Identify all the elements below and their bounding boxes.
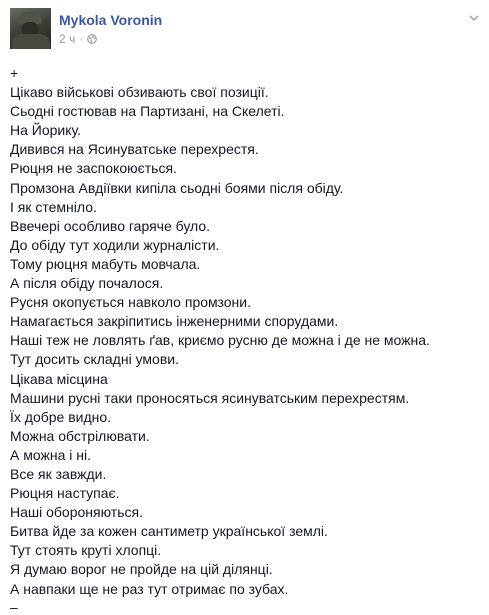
- post-text-line: Машини русні таки проносяться ясинуватським перехрестям.: [10, 389, 410, 406]
- post-text-line: І як стемніло.: [10, 198, 97, 215]
- timestamp-link[interactable]: 2 ч: [59, 32, 76, 46]
- post-text-line: Битва йде за кожен сантиметр української землі.: [10, 523, 328, 540]
- post-text-line: Намагається закріпитись інженерними спорудами.: [10, 313, 339, 330]
- post-text-line: Промзона Авдіївки кипіла сьодні боями після обіду.: [10, 179, 344, 196]
- post-text: [10, 64, 480, 599]
- author-avatar[interactable]: [10, 8, 51, 49]
- post-text-line: Наші обороняються.: [10, 504, 143, 521]
- post-text-trailing: –: [10, 599, 18, 615]
- post-text-line: Я думаю ворог не пройде на цій ділянці.: [10, 561, 273, 578]
- post-text-line: Можна обстрілювати.: [10, 427, 150, 444]
- post-text-line: Сьодні гостював на Партизані, на Скелеті.: [10, 103, 285, 120]
- globe-icon[interactable]: [87, 34, 97, 44]
- post-text-line: А навпаки ще не раз тут отримає по зубах.: [10, 580, 289, 597]
- post-text-line: Тут стоять круті хлопці.: [10, 542, 162, 559]
- post-text-line: Рюцня не заспокоюється.: [10, 160, 177, 177]
- post-text-line: Наші теж не ловлять ґав, криємо русню де можна і де не можна.: [10, 332, 430, 349]
- post-text-line: А можна і ні.: [10, 446, 91, 463]
- post-text-line: Ввечері особливо гаряче було.: [10, 217, 211, 234]
- post-text-line: Тут досить складні умови.: [10, 351, 179, 368]
- post-text-line: Все як завжди.: [10, 465, 107, 482]
- post-meta: [59, 32, 97, 46]
- post-text-line: Тому рюцня мабуть мовчала.: [10, 255, 201, 272]
- post-text-line: +: [10, 65, 19, 81]
- post-text-line: Їх добре видно.: [10, 408, 112, 425]
- meta-separator: ·: [79, 32, 84, 46]
- post-text-line: Русня окопується навколо промзони.: [10, 294, 251, 311]
- post-text-line: Цікаво військові обзивають свої позиції.: [10, 84, 269, 101]
- chevron-down-icon[interactable]: [468, 12, 480, 24]
- post-text-line: До обіду тут ходили журналісти.: [10, 236, 220, 253]
- post-header: [10, 8, 480, 52]
- post-text-line: Рюцня наступає.: [10, 485, 120, 502]
- author-name-link[interactable]: Mykola Voronin: [59, 12, 163, 28]
- post-text-line: На Йорику.: [10, 122, 82, 139]
- post-text-line: Дивився на Ясинуватське перехрестя.: [10, 141, 259, 158]
- post-text-line: А після обіду почалося.: [10, 275, 164, 292]
- post-text-line: Цікава місцина: [10, 370, 108, 387]
